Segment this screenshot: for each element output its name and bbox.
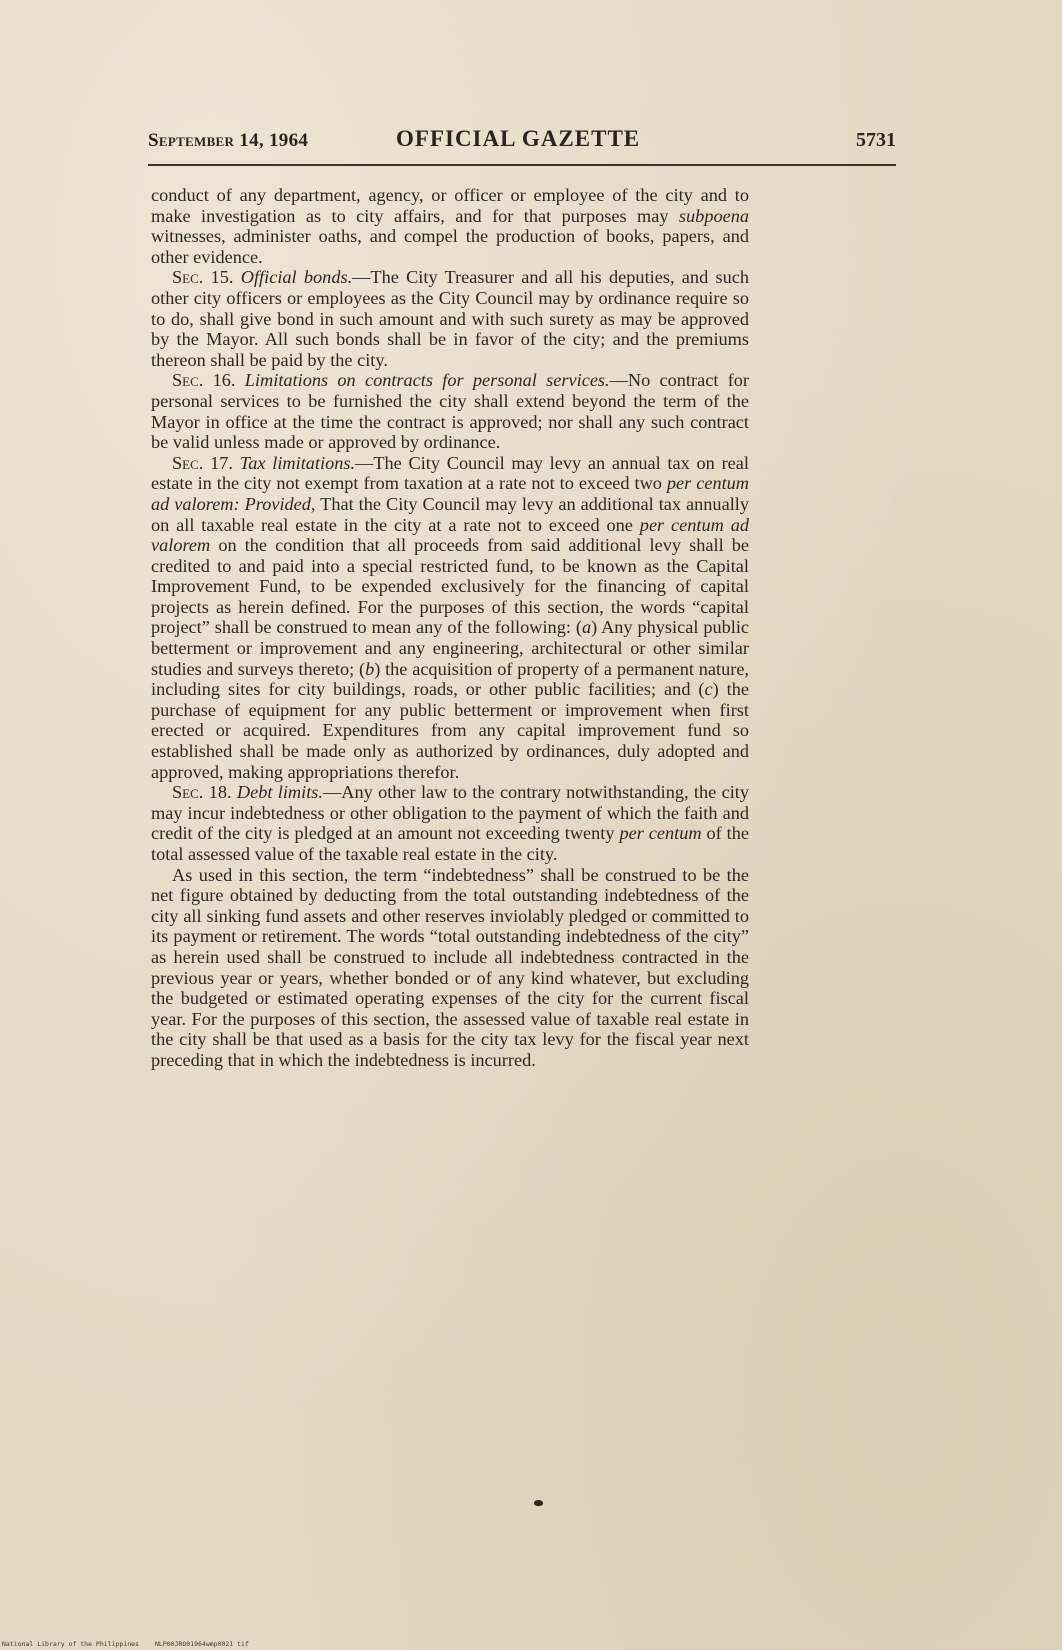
italic-term: per centum ad valorem: Provided, (151, 473, 750, 514)
section-text: That the City Council may levy an additional tax annually on all taxable real estate in the city at a rate not to exceed one (151, 493, 749, 535)
header-title: OFFICIAL GAZETTE (396, 126, 641, 151)
body-text (151, 185, 749, 1071)
section-label: Sec. 17. (172, 452, 233, 473)
page-header (148, 126, 896, 156)
page-number: 5731 (856, 129, 896, 151)
section-16 (151, 370, 749, 452)
section-text: —The City Council may levy an annual tax on real estate in the city not exempt from taxation at a rate not to exceed two (151, 452, 749, 494)
section-text: —Any other law to the contrary notwithstanding, the city may incur indebtedness or other obligation to the payment of which the faith and credit of the city is pledged at an amount not exceeding twenty (151, 782, 749, 844)
section-17 (151, 453, 749, 783)
italic-term: per centum ad valorem (151, 514, 749, 556)
scan-footer (2, 1640, 249, 1648)
italic-term: c (704, 679, 713, 700)
footer-filename: NLP00JRO01964wmp0021 tif (154, 1640, 249, 1648)
section-label: Sec. 16. (172, 370, 236, 391)
header-date: September 14, 1964 (148, 130, 309, 151)
footer-library: National Library of the Philippines (2, 1640, 139, 1648)
italic-term: b (365, 658, 375, 679)
printer-mark (534, 1500, 543, 1506)
header-rule (148, 164, 896, 166)
text-run: conduct of any department, agency, or officer or employee of the city and to make investigation as to city affairs, and for that purposes may (151, 185, 749, 226)
section-heading: Debt limits. (236, 782, 323, 803)
section-heading: Tax limitations. (239, 452, 356, 473)
italic-term: per centum (619, 823, 702, 844)
section-text: —No contract for personal services to be furnished the city shall extend beyond the term of the Mayor in office at the time the contract is approved; nor shall any such contract be valid unless made or approved by ordinance. (151, 370, 750, 453)
section-label: Sec. 18. (172, 782, 232, 803)
text-run: witnesses, administer oaths, and compel the production of books, papers, and other evidence. (151, 226, 749, 267)
section-heading: Limitations on contracts for personal services. (244, 370, 610, 391)
section-label: Sec. 15. (172, 267, 234, 288)
section-text: ) the purchase of equipment for any public betterment or improvement when first erected or acquired. Expenditures from any capital improvement fund so established shall be made only as authorized by ordinances, duly adopted and approved, making appropriations therefor. (151, 679, 749, 782)
paragraph-continued (151, 185, 749, 267)
section-text: on the condition that all proceeds from said additional levy shall be credited to and paid into a special restricted fund, to be known as the Capital Improvement Fund, to be expended exclusively for the financing of capital projects as herein defined. For the purposes of this section, the words “capital project” shall be construed to mean any of the following: ( (151, 535, 749, 638)
section-18 (151, 782, 749, 864)
section-heading: Official bonds. (240, 267, 353, 288)
section-text: ) the acquisition of property of a permanent nature, including sites for city buildings, roads, or other public facilities; and ( (151, 658, 750, 700)
italic-term: a (581, 617, 592, 638)
section-text: ) Any physical public betterment or improvement and any engineering, architectural or other similar studies and surveys thereto; ( (151, 617, 750, 679)
paragraph-indebtedness: As used in this section, the term “indebtedness” shall be construed to be the net figure obtained by deducting from the total outstanding indebtedness of the city all sinking fund assets and other reserves inviolably pledged or committed to its payment or retirement. The words “total outstanding indebtedness of the city” as herein used shall be construed to include all indebtedness contracted in the previous year or years, whether bonded or of any kind whatever, but excluding the budgeted or estimated operating expenses of the city for the current fiscal year. For the purposes of this section, the assessed value of taxable real estate in the city shall be that used as a basis for the city tax levy for the fiscal year next preceding that in which the indebtedness is incurred. (151, 864, 749, 1070)
section-text: —The City Treasurer and all his deputies, and such other city officers or employees as the City Council may by ordinance require so to do, shall give bond in such amount and with such surety as may be approved by the Mayor. All such bonds shall be in favor of the city; and the premiums thereon shall be paid by the city. (151, 267, 749, 370)
section-text: of the total assessed value of the taxable real estate in the city. (151, 823, 750, 864)
italic-term: subpoena (678, 205, 749, 226)
section-15 (151, 267, 749, 370)
